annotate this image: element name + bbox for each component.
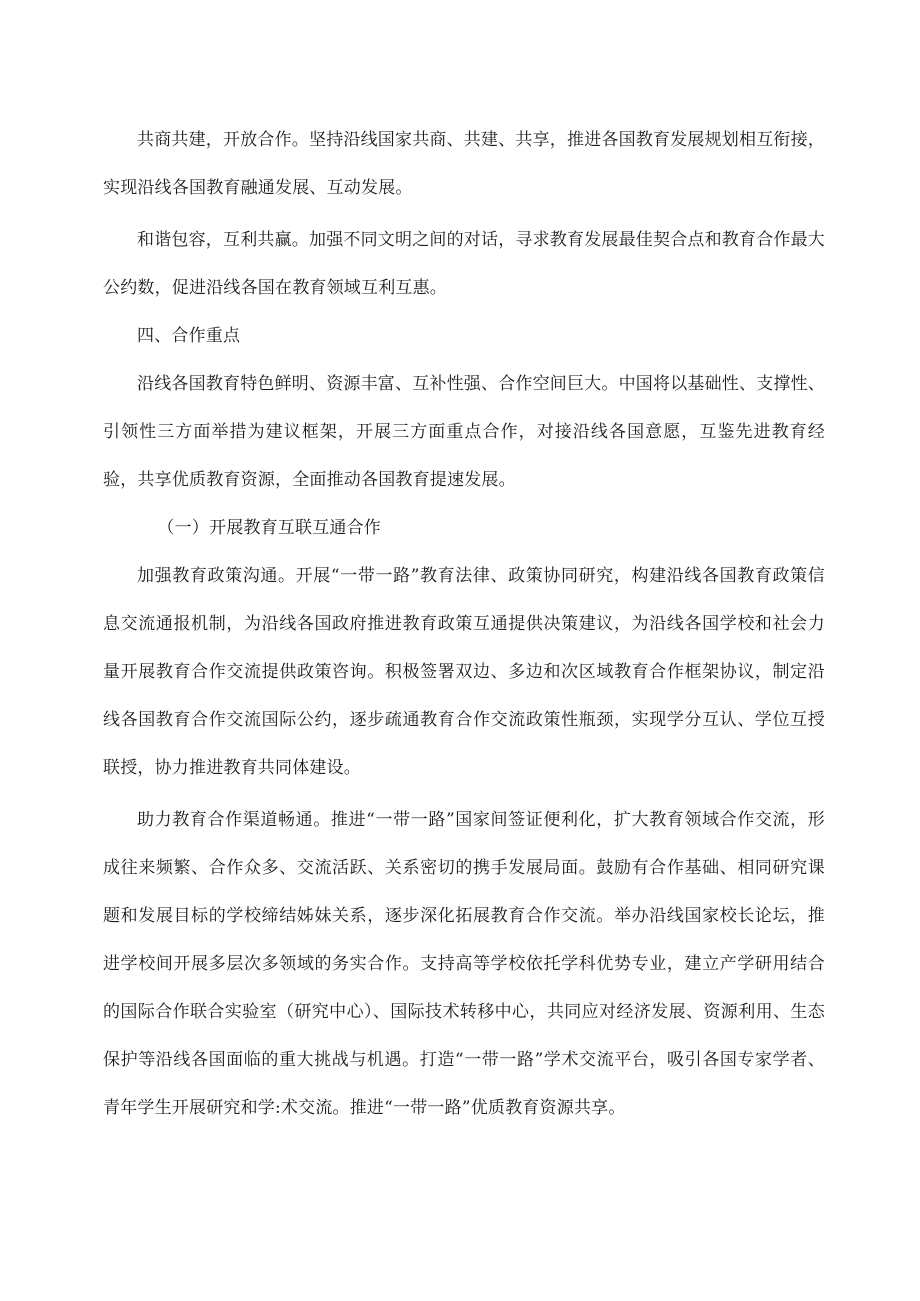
paragraph-harmony-inclusiveness: 和谐包容，互利共赢。加强不同文明之间的对话，寻求教育发展最佳契合点和教育合作最大公约数，促进沿线各国在教育领域互利互惠。 [103,230,825,298]
paragraph-section-intro: 沿线各国教育特色鲜明、资源丰富、互补性强、合作空间巨大。中国将以基础性、支撑性、引领性三方面举措为建议框架，开展三方面重点合作，对接沿线各国意愿，互鉴先进教育经验，共享优质教育资源，全面推动各国教育提速发展。 [103,374,825,490]
section-heading: 四、合作重点 [137,326,241,346]
subsection-heading: （一）开展教育互联互通合作 [157,518,381,538]
document-body [103,116,825,1132]
paragraph-cooperation-channels: 助力教育合作渠道畅通。推进“一带一路”国家间签证便利化，扩大教育领域合作交流，形成往来频繁、合作众多、交流活跃、关系密切的携手发展局面。鼓励有合作基础、相同研究课题和发展目标的学校缔结姊妹关系，逐步深化拓展教育合作交流。举办沿线国家校长论坛，推进学校间开展多层次多领域的务实合作。支持高等学校依托学科优势专业，建立产学研用结合的国际合作联合实验室（研究中心）、国际技术转移中心，共同应对经济发展、资源利用、生态保护等沿线各国面临的重大挑战与机遇。打造“一带一路”学术交流平台，吸引各国专家学者、青年学生开展研究和学:术交流。推进“一带一路”优质教育资源共享。 [103,810,825,1118]
paragraph-policy-communication: 加强教育政策沟通。开展“一带一路”教育法律、政策协同研究，构建沿线各国教育政策信息交流通报机制，为沿线各国政府推进教育政策互通提供决策建议，为沿线各国学校和社会力量开展教育合作交流提供政策咨询。积极签署双边、多边和次区域教育合作框架协议，制定沿线各国教育合作交流国际公约，逐步疏通教育合作交流政策性瓶颈，实现学分互认、学位互授联授，协力推进教育共同体建设。 [103,566,825,778]
paragraph-joint-consultation: 共商共建，开放合作。坚持沿线国家共商、共建、共享，推进各国教育发展规划相互衔接，实现沿线各国教育融通发展、互动发展。 [103,130,825,198]
